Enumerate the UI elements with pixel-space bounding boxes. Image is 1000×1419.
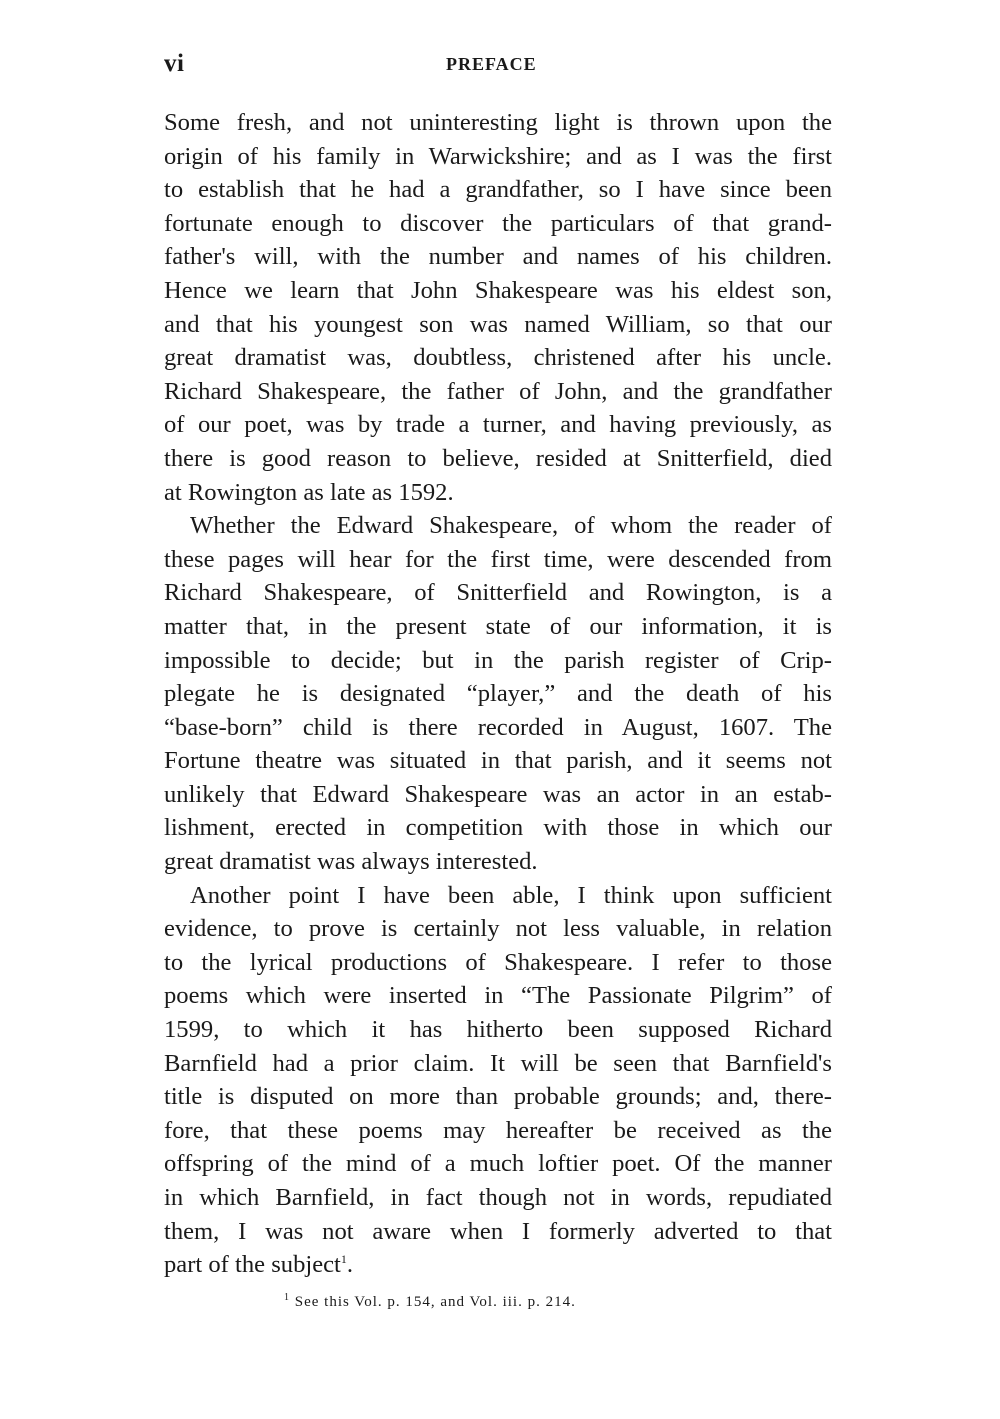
text-line: offspring of the mind of a much loftier poet. Of the manner <box>164 1150 832 1178</box>
page-number: vi <box>164 50 185 77</box>
footnote <box>284 1294 576 1311</box>
running-head <box>164 50 832 80</box>
running-title: PREFACE <box>446 54 537 74</box>
text-line: to the lyrical productions of Shakespeare. I refer to those <box>164 948 832 976</box>
text-line: 1599, to which it has hitherto been supposed Richard <box>164 1016 832 1044</box>
text-line: Fortune theatre was situated in that parish, and it seems not <box>164 747 832 775</box>
footnote-mark: 1 <box>284 1292 290 1303</box>
text-line: of our poet, was by trade a turner, and having previously, as <box>164 411 832 439</box>
text-line: fortunate enough to discover the particulars of that grand- <box>164 209 832 237</box>
text-line: at Rowington as late as 1592. <box>164 478 454 506</box>
text-line: fore, that these poems may hereafter be received as the <box>164 1116 832 1144</box>
footnote-reference: 1 <box>340 1252 347 1267</box>
text-line: great dramatist was, doubtless, christened after his uncle. <box>164 344 832 372</box>
paragraph-2 <box>164 509 832 879</box>
text-line: unlikely that Edward Shakespeare was an actor in an estab- <box>164 780 832 808</box>
text-line: poems which were inserted in “The Passionate Pilgrim” of <box>164 982 832 1010</box>
paragraph-1 <box>164 106 832 509</box>
final-period: . <box>346 1251 354 1279</box>
text-line: in which Barnfield, in fact though not in words, repudiated <box>164 1184 832 1211</box>
text-line: Richard Shakespeare, of Snitterfield and Rowington, is a <box>164 579 832 607</box>
text-line: Some fresh, and not uninteresting light is thrown upon the <box>164 109 832 136</box>
text-line: Richard Shakespeare, the father of John, and the grandfather <box>164 377 832 405</box>
text-line-final <box>164 1248 832 1282</box>
text-line: matter that, in the present state of our information, it is <box>164 612 832 640</box>
text-line: Another point I have been able, I think upon sufficient <box>190 881 832 909</box>
text-line: lishment, erected in competition with those in which our <box>164 814 832 842</box>
text-line: great dramatist was always interested. <box>164 848 538 876</box>
text-line: Barnfield had a prior claim. It will be seen that Barnfield's <box>164 1049 832 1077</box>
text-line: them, I was not aware when I formerly adverted to that <box>164 1217 832 1245</box>
text-line: there is good reason to believe, resided at Snitterfield, died <box>164 444 832 472</box>
text-line: Hence we learn that John Shakespeare was his eldest son, <box>164 276 832 304</box>
body-text <box>164 106 832 1282</box>
text-line: to establish that he had a grandfather, so I have since been <box>164 176 832 204</box>
text-line: impossible to decide; but in the parish register of Crip- <box>164 646 832 674</box>
text-line: evidence, to prove is certainly not less valuable, in relation <box>164 915 832 943</box>
text-line: plegate he is designated “player,” and the death of his <box>164 680 832 708</box>
text-line: “base-born” child is there recorded in August, 1607. The <box>164 713 832 741</box>
final-line-text: part of the subject <box>164 1251 341 1279</box>
text-line: Whether the Edward Shakespeare, of whom the reader of <box>190 512 832 540</box>
text-line: these pages will hear for the first time, were descended from <box>164 545 832 573</box>
footnote-text: See this Vol. p. 154, and Vol. iii. p. 214. <box>294 1294 576 1310</box>
text-line: and that his youngest son was named William, so that our <box>164 310 832 338</box>
text-line: father's will, with the number and names of his children. <box>164 243 832 271</box>
text-line: origin of his family in Warwickshire; and as I was the first <box>164 142 832 170</box>
paragraph-3 <box>164 879 832 1282</box>
text-line: title is disputed on more than probable grounds; and, there- <box>164 1083 832 1111</box>
